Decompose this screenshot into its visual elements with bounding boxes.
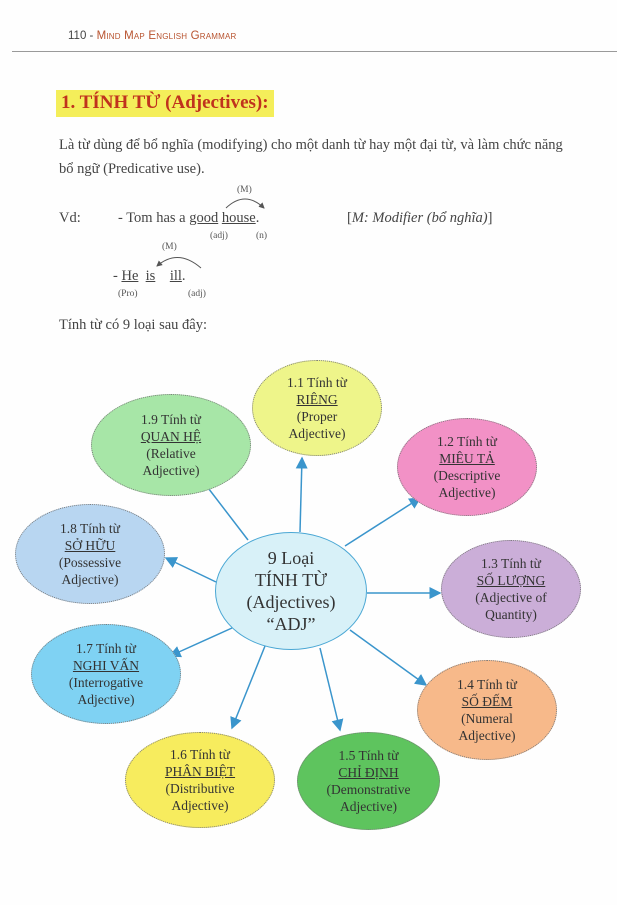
node-demonstrative-adjective xyxy=(297,732,440,830)
page-number: 110 - xyxy=(68,30,94,42)
example2-dash: - xyxy=(113,268,118,284)
note-open-bracket: [ xyxy=(347,210,352,226)
node-quantity-adjective xyxy=(441,540,581,638)
node-number: 1.9 Tính từ xyxy=(141,412,201,427)
node-english-2: Adjective) xyxy=(77,692,135,707)
node-english-2: Adjective) xyxy=(171,798,229,813)
node-name: PHÂN BIỆT xyxy=(164,764,236,779)
center-line2: TÍNH TỪ xyxy=(254,570,328,590)
node-english-2: Adjective) xyxy=(288,426,346,441)
node-name: CHỈ ĐỊNH xyxy=(338,765,399,780)
mindmap-arrow xyxy=(345,498,420,546)
node-english-1: (Proper xyxy=(296,409,338,424)
node-english-1: (Descriptive xyxy=(433,468,501,483)
node-name: RIÊNG xyxy=(296,392,338,407)
node-number: 1.5 Tính từ xyxy=(338,748,399,763)
example1-tag-adj: (adj) xyxy=(210,231,228,241)
section-title: 1. TÍNH TỪ (Adjectives): xyxy=(56,90,274,117)
mindmap-arrow xyxy=(350,630,426,685)
example2-word-is: is xyxy=(145,268,156,284)
node-name: SỞ HỮU xyxy=(64,538,116,553)
example1-tag-n: (n) xyxy=(256,231,268,241)
node-english-1: (Interrogative xyxy=(68,675,144,690)
node-english-2: Adjective) xyxy=(458,728,516,743)
note-text: M: Modifier (bổ nghĩa) xyxy=(351,210,488,226)
mindmap-arrow xyxy=(320,648,340,730)
mindmap-center xyxy=(215,532,367,650)
definition-paragraph: Là từ dùng để bổ nghĩa (modifying) cho một danh từ hay một đại từ, và làm chức năng bổ ngữ (Predicative use). xyxy=(59,137,563,177)
node-number: 1.2 Tính từ xyxy=(437,434,497,449)
mindmap-arrow xyxy=(170,628,232,656)
example1-mark: (M) xyxy=(237,185,252,195)
node-english-2: Adjective) xyxy=(142,463,200,478)
example2-word-ill: ill xyxy=(169,268,182,284)
node-name: NGHI VẤN xyxy=(72,658,140,673)
node-interrogative-adjective xyxy=(31,624,181,724)
node-english-2: Adjective) xyxy=(340,799,397,814)
node-number: 1.1 Tính từ xyxy=(287,375,347,390)
node-descriptive-adjective xyxy=(397,418,537,516)
node-english-1: (Relative xyxy=(146,446,196,461)
mindmap-arrow xyxy=(300,458,302,532)
node-number: 1.6 Tính từ xyxy=(170,747,230,762)
types-intro: Tính từ có 9 loại sau đây: xyxy=(59,317,207,333)
node-number: 1.3 Tính từ xyxy=(481,556,541,571)
node-relative-adjective xyxy=(91,394,251,496)
note-close-bracket: ] xyxy=(487,210,493,226)
example-label: Vd: xyxy=(59,210,81,226)
book-series-title: Mind Map English Grammar xyxy=(96,30,237,42)
node-name: MIÊU TẢ xyxy=(439,451,495,466)
node-english-1: (Numeral xyxy=(461,711,513,726)
node-name: QUAN HỆ xyxy=(140,429,202,444)
node-name: SỐ LƯỢNG xyxy=(476,573,546,588)
center-line3: (Adjectives) xyxy=(246,592,336,612)
example2-period: . xyxy=(181,268,186,284)
center-line4: “ADJ” xyxy=(266,614,316,634)
node-english-2: Adjective) xyxy=(438,485,496,500)
node-number: 1.7 Tính từ xyxy=(76,641,136,656)
example1-period: . xyxy=(255,210,260,226)
example2-word-he: He xyxy=(121,268,139,284)
node-distributive-adjective xyxy=(125,732,275,828)
node-number: 1.4 Tính từ xyxy=(457,677,517,692)
mindmap-arrow xyxy=(232,646,265,728)
mindmap-arrow xyxy=(166,558,216,582)
center-line1: 9 Loại xyxy=(267,548,315,568)
example2-mark: (M) xyxy=(162,242,177,252)
example2-tag-pro: (Pro) xyxy=(118,289,138,299)
node-possessive-adjective xyxy=(15,504,165,604)
node-english-1: (Demonstrative xyxy=(326,782,411,797)
node-number: 1.8 Tính từ xyxy=(60,521,120,536)
node-english-2: Quantity) xyxy=(485,607,537,622)
node-english-1: (Distributive xyxy=(165,781,235,796)
node-english-2: Adjective) xyxy=(61,572,119,587)
example1-prefix: - Tom has a xyxy=(118,210,186,226)
node-numeral-adjective xyxy=(417,660,557,760)
example2-tag-adj: (adj) xyxy=(188,289,206,299)
example1-word-house: house xyxy=(221,210,256,226)
node-english-1: (Possessive xyxy=(58,555,122,570)
example1-word-good: good xyxy=(189,210,219,226)
node-english-1: (Adjective of xyxy=(475,590,547,605)
node-name: SỐ ĐẾM xyxy=(461,694,513,709)
node-proper-adjective xyxy=(252,360,382,456)
